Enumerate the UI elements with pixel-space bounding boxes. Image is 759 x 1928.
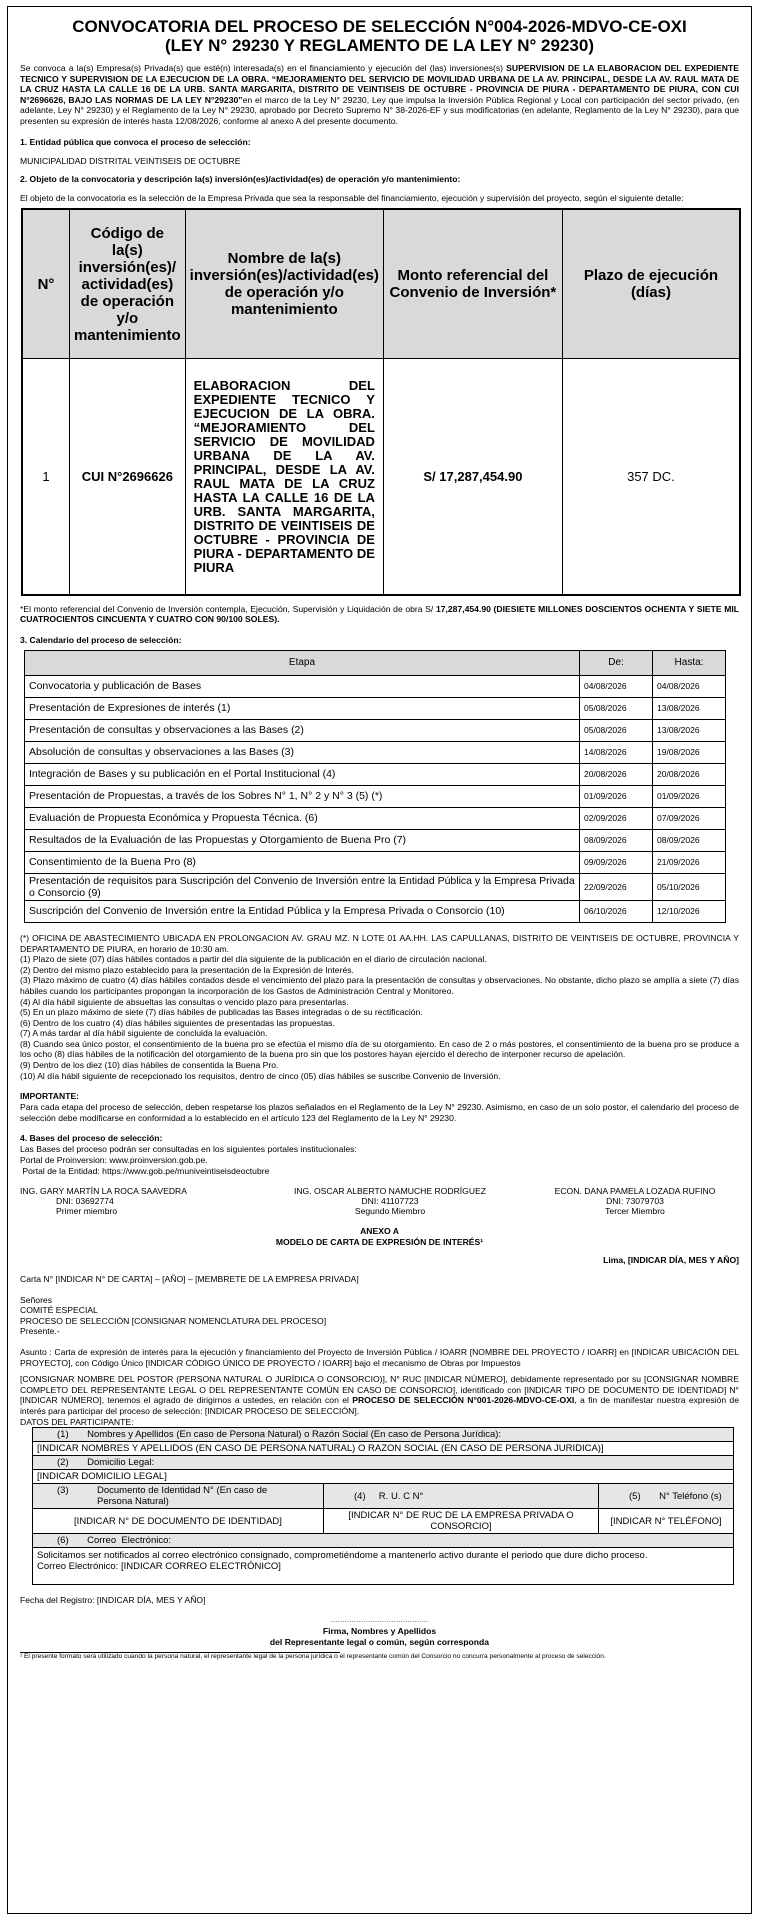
- calendar-note: (6) Dentro de los cuatro (4) días hábiles siguientes de presentadas las propuestas.: [20, 1017, 335, 1028]
- letter-body-text-2: , a fin de manifestar nuestra expresión de interés para participar del proceso de selección: [INDICAR PROCESO DE SELECCIÓN].: [20, 1395, 739, 1416]
- important-text: Para cada etapa del proceso de selección, deben respetarse los plazos señalados en el Reglamento de la Ley N° 29230. Asimismo, en caso de un solo postor, el calendario del proceso de selección debe modificarse en conformidad a lo establecido en el artículo 123 del Reglamento de la Ley N° 29230.: [20, 1102, 739, 1123]
- calendar-to: 20/08/2026: [653, 763, 726, 785]
- signature-line: ……………………………………: [330, 1616, 429, 1624]
- field-2-value: [INDICAR DOMICILIO LEGAL]: [33, 1470, 734, 1484]
- calendar-stage: Presentación de requisitos para Suscripción del Convenio de Inversión entre la Entidad Pública y la Empresa Privada o Consorcio (9): [25, 873, 580, 900]
- addressee-line: Señores: [20, 1294, 53, 1305]
- field-6-email: Correo Electrónico: [INDICAR CORREO ELECTRÓNICO]: [37, 1561, 281, 1573]
- field-6-label: (6) Correo Electrónico:: [33, 1534, 734, 1548]
- signature-label-1: Firma, Nombres y Apellidos: [322, 1626, 437, 1637]
- field-1-value: [INDICAR NOMBRES Y APELLIDOS (EN CASO DE PERSONA NATURAL) O RAZON SOCIAL (EN CASO DE PERSONA JURIDICA)]: [33, 1442, 734, 1456]
- title-line-2: (LEY N° 29230 Y REGLAMENTO DE LA LEY N° 29230): [165, 36, 594, 55]
- calendar-stage: Absolución de consultas y observaciones a las Bases (3): [25, 741, 580, 763]
- signature-label-2: del Representante legal o común, según corresponda: [269, 1636, 490, 1647]
- calendar-note: (8) Cuando sea único postor, el consentimiento de la buena pro se efectúa el mismo día de su otorgamiento. En caso de 2 o más postores, el consentimiento de la buena pro se produce a los ocho (8) días hábiles de la notificación del otorgamiento de la buena pro sin que los postores hayan ejercido el derecho de interponer recurso de apelación.: [20, 1038, 739, 1060]
- calendar-row: [25, 900, 726, 922]
- calendar-to: 07/09/2026: [653, 807, 726, 829]
- th-name: Nombre de la(s) inversión(es)/actividad(es) de operación y/o mantenimiento: [185, 209, 383, 359]
- signatory-dni: DNI: 41107723: [361, 1196, 419, 1207]
- field-5-label: (5) N° Teléfono (s): [599, 1484, 734, 1509]
- field-6-cell: [33, 1548, 734, 1585]
- calendar-to: 19/08/2026: [653, 741, 726, 763]
- signatory-1: [20, 1186, 245, 1216]
- letter-body: [20, 1374, 739, 1416]
- calendar-stage: Evaluación de Propuesta Económica y Propuesta Técnica. (6): [25, 807, 580, 829]
- signatory-2: [245, 1186, 535, 1216]
- field-6-consent: Solicitamos ser notificados al correo electrónico consignado, comprometiéndome a mantenerlo activo durante el periodo que dure dicho proceso.: [37, 1550, 648, 1562]
- cell-name: ELABORACION DEL EXPEDIENTE TECNICO Y EJECUCION DE LA OBRA. “MEJORAMIENTO DEL SERVICIO DE MOVILIDAD URBANA DE LA AV. PRINCIPAL, DESDE LA AV. RAUL MATA DE LA CRUZ HASTA LA CALLE 16 DE LA URB. SANTA MARGARITA, DISTRITO DE VEINTISEIS DE OCTUBRE - PROVINCIA DE PIURA - DEPARTAMENTO DE PIURA: [185, 359, 383, 595]
- calendar-row: [25, 741, 726, 763]
- amount-note-text: *El monto referencial del Convenio de Inversión contempla, Ejecución, Supervisión y Liquidación de obra S/: [20, 603, 436, 614]
- place-date: Lima, [INDICAR DÍA, MES Y AÑO]: [603, 1255, 739, 1266]
- signatory-role: Primer miembro: [56, 1206, 118, 1217]
- section-4-heading: 4. Bases del proceso de selección:: [20, 1133, 163, 1144]
- letter-number: Carta N° [INDICAR N° DE CARTA] – [AÑO] – [MEMBRETE DE LA EMPRESA PRIVADA]: [20, 1274, 359, 1284]
- field-2-label: (2) Domicilio Legal:: [33, 1456, 734, 1470]
- signatory-name: ECON. DANA PAMELA LOZADA RUFINO: [554, 1186, 716, 1197]
- calendar-body: [25, 675, 726, 922]
- calendar-from: 02/09/2026: [580, 807, 653, 829]
- addressee-line: PROCESO DE SELECCIÓN [CONSIGNAR NOMENCLATURA DEL PROCESO]: [20, 1315, 327, 1326]
- section-4-line: Las Bases del proceso podrán ser consultadas en los siguientes portales institucionales:: [20, 1144, 357, 1155]
- investment-table: [21, 208, 741, 596]
- letter-body-bold: PROCESO DE SELECCIÓN N°001-2026-MDVO-CE-OXI: [352, 1395, 575, 1406]
- annex-subtitle: MODELO DE CARTA DE EXPRESIÓN DE INTERÉS¹: [275, 1236, 484, 1247]
- calendar-from: 05/08/2026: [580, 719, 653, 741]
- amount-note-bold: 17,287,454.90 (DIESIETE MILLONES DOSCIENTOS OCHENTA Y SIETE MIL CUATROCIENTOS CINCUENTA Y CUATRO CON 90/100 SOLES).: [20, 603, 739, 625]
- calendar-table: [24, 650, 726, 923]
- participant-data-table: [32, 1427, 734, 1585]
- calendar-from: 14/08/2026: [580, 741, 653, 763]
- intro-text-2: en el marco de la Ley N° 29230, Ley que impulsa la Inversión Pública Regional y Local con participación del sector privado, (en adelante, Ley N° 29230) y el Reglamento de la Ley N° 29230, aprobado por Decreto Supremo N° 38-2026-EF y sus modificatorias (en adelante, Reglamento de la Ley N° 29230), para que presenten su expresión de interés hasta 12/08/2026, conforme al anexo A del presente documento.: [20, 94, 739, 126]
- calendar-stage: Suscripción del Convenio de Inversión entre la Entidad Pública y la Empresa Privada o Consorcio (10): [25, 900, 580, 922]
- field-1-label: (1) Nombres y Apellidos (En caso de Persona Natural) o Razón Social (En caso de Persona Jurídica):: [33, 1428, 734, 1442]
- section-4-line: Portal de la Entidad: https://www.gob.pe/muniveintiseisdeoctubre: [20, 1165, 270, 1176]
- th-code: Código de la(s) inversión(es)/ actividad(es) de operación y/o mantenimiento: [70, 209, 186, 359]
- calendar-stage: Resultados de la Evaluación de las Propuestas y Otorgamiento de Buena Pro (7): [25, 829, 580, 851]
- calendar-row: [25, 719, 726, 741]
- signatory-dni: DNI: 73079703: [606, 1196, 664, 1207]
- th-number: N°: [22, 209, 70, 359]
- signatories: [20, 1186, 739, 1216]
- calendar-row: [25, 829, 726, 851]
- calendar-stage: Integración de Bases y su publicación en el Portal Institucional (4): [25, 763, 580, 785]
- calendar-to: 21/09/2026: [653, 851, 726, 873]
- calendar-stage: Consentimiento de la Buena Pro (8): [25, 851, 580, 873]
- calendar-from: 06/10/2026: [580, 900, 653, 922]
- addressee-line: Presente.-: [20, 1326, 60, 1337]
- calendar-note: (4) Al día hábil siguiente de absueltas las consultas o vencido plazo para presentarlas.: [20, 996, 349, 1007]
- field-4-label: (4) R. U. C N°: [324, 1484, 599, 1509]
- addressee-line: COMITÉ ESPECIAL: [20, 1305, 98, 1316]
- table-row: [22, 359, 740, 595]
- calendar-to: 12/10/2026: [653, 900, 726, 922]
- calendar-row: [25, 763, 726, 785]
- signatory-3: [535, 1186, 735, 1216]
- calendar-to: 05/10/2026: [653, 873, 726, 900]
- document-title: [20, 17, 739, 55]
- section-3-heading: 3. Calendario del proceso de selección:: [20, 634, 182, 645]
- calendar-from: 09/09/2026: [580, 851, 653, 873]
- cell-amount: S/ 17,287,454.90: [383, 359, 562, 595]
- calendar-stage: Presentación de Propuestas, a través de los Sobres N° 1, N° 2 y N° 3 (5) (*): [25, 785, 580, 807]
- calendar-from: 04/08/2026: [580, 675, 653, 697]
- footnote: ¹ El presente formato será utilizado cuando la persona natural, el representante legal de la persona jurídica o el representante común del Consorcio no concurra personalmente al proceso de selección.: [20, 1652, 606, 1660]
- important-heading: IMPORTANTE:: [20, 1091, 80, 1102]
- calendar-to: 13/08/2026: [653, 719, 726, 741]
- signatory-name: ING. OSCAR ALBERTO NAMUCHE RODRÍGUEZ: [293, 1186, 487, 1197]
- data-heading: DATOS DEL PARTICIPANTE:: [20, 1416, 134, 1427]
- calendar-from: 05/08/2026: [580, 697, 653, 719]
- calendar-row: [25, 873, 726, 900]
- calendar-note: (1) Plazo de siete (07) días hábiles contados a partir del día siguiente de la publicación en el diario de circulación nacional.: [20, 954, 487, 965]
- calendar-row: [25, 675, 726, 697]
- calendar-from: 08/09/2026: [580, 829, 653, 851]
- th-amount: Monto referencial del Convenio de Inversión*: [383, 209, 562, 359]
- th-term: Plazo de ejecución (días): [562, 209, 740, 359]
- calendar-to: 13/08/2026: [653, 697, 726, 719]
- calendar-row: [25, 697, 726, 719]
- calendar-to: 04/08/2026: [653, 675, 726, 697]
- section-1-heading: 1. Entidad pública que convoca el proceso de selección:: [20, 136, 251, 147]
- calendar-note: (3) Plazo máximo de cuatro (4) días hábiles contados desde el vencimiento del plazo para la presentación de consultas y observaciones. No obstante, dicho plazo se amplía a siete (7) días hábiles cuando los participantes propongan la incorporación de los Gastos de Administración Central y Monitoreo.: [20, 975, 739, 996]
- field-3-value: [INDICAR N° DE DOCUMENTO DE IDENTIDAD]: [33, 1509, 324, 1534]
- registration-date: Fecha del Registro: [INDICAR DÍA, MES Y AÑO]: [20, 1595, 206, 1606]
- cell-number: 1: [22, 359, 70, 595]
- field-4-value: [INDICAR N° DE RUC DE LA EMPRESA PRIVADA O CONSORCIO]: [324, 1509, 599, 1534]
- calendar-stage: Convocatoria y publicación de Bases: [25, 675, 580, 697]
- calendar-note: (*) OFICINA DE ABASTECIMIENTO UBICADA EN PROLONGACION AV. GRAU MZ. N LOTE 01 AA.HH. LAS CAPULLANAS, DISTRITO DE VEINTISEIS DE OCTUBRE, PROVINCIA Y DEPARTAMENTO DE PIURA, en horario de 10:30 am.: [20, 932, 739, 954]
- calendar-note: (9) Dentro de los diez (10) días hábiles de consentida la Buena Pro.: [20, 1060, 279, 1071]
- document-page: [7, 6, 752, 1914]
- calendar-row: [25, 807, 726, 829]
- calendar-note: (5) En un plazo máximo de siete (7) días hábiles de publicadas las Bases integradas o de su rectificación.: [20, 1007, 423, 1018]
- intro-bold: SUPERVISION DE LA ELABORACION DEL EXPEDIENTE TECNICO Y SUPERVISION DE LA EJECUCION DE LA OBRA. “MEJORAMIENTO DEL SERVICIO DE MOVILIDAD URBANA DE LA AV. PRINCIPAL, DESDE LA AV. RAUL MATA DE LA CRUZ HASTA LA CALLE 16 DE LA URB. SANTA MARGARITA, DISTRITO DE VEINTISEIS DE OCTUBRE - PROVINCIA DE PIURA - DEPARTAMENTO DE PIURA, CON CUI N°2696626, BAJO LAS NORMAS DE LA LEY N°29230”: [20, 63, 739, 105]
- title-line-1: CONVOCATORIA DEL PROCESO DE SELECCIÓN N°004-2026-MDVO-CE-OXI: [72, 17, 687, 36]
- calendar-stage: Presentación de Expresiones de interés (1): [25, 697, 580, 719]
- signatory-role: Tercer Miembro: [605, 1206, 665, 1217]
- signatory-name: ING. GARY MARTÍN LA ROCA SAAVEDRA: [20, 1186, 187, 1197]
- signatory-role: Segundo Miembro: [354, 1206, 426, 1217]
- field-3-number: (3): [57, 1485, 69, 1497]
- calendar-from: 20/08/2026: [580, 763, 653, 785]
- field-5-value: [INDICAR N° TELÉFONO]: [599, 1509, 734, 1534]
- calendar-from: 22/09/2026: [580, 873, 653, 900]
- calendar-to: 01/09/2026: [653, 785, 726, 807]
- field-3-label: Documento de Identidad N° (En caso de Persona Natural): [97, 1485, 268, 1508]
- amount-note: [20, 604, 739, 625]
- section-1-value: MUNICIPALIDAD DISTRITAL VEINTISEIS DE OCTUBRE: [20, 155, 241, 166]
- calendar-row: [25, 851, 726, 873]
- intro-text-1: Se convoca a la(s) Empresa(s) Privada(s) que esté(n) interesada(s) en el financiamiento y ejecución del (las) inversiones(s): [20, 63, 507, 73]
- intro-paragraph: [20, 63, 739, 127]
- section-2-text: El objeto de la convocatoria es la selección de la Empresa Privada que sea la responsable del financiamiento, ejecución y supervisión del proyecto, según el siguiente detalle:: [20, 193, 684, 204]
- th-from: De:: [580, 650, 653, 675]
- annex-title: ANEXO A: [360, 1226, 399, 1237]
- th-to: Hasta:: [653, 650, 726, 675]
- th-stage: Etapa: [25, 650, 580, 675]
- calendar-from: 01/09/2026: [580, 785, 653, 807]
- section-4-line: Portal de Proinversion: www.proinversion.gob.pe.: [20, 1155, 208, 1166]
- section-2-heading: 2. Objeto de la convocatoria y descripción la(s) inversión(es)/actividad(es) de operación y/o mantenimiento:: [20, 174, 461, 185]
- letter-subject: Asunto : Carta de expresión de interés para la ejecución y financiamiento del Proyecto de Inversión Pública / IOARR [NOMBRE DEL PROYECTO / IOARR] en [INDICAR UBICACIÓN DEL PROYECTO], con Código Único [INDICAR CÓDIGO ÚNICO DE PROYECTO / IOARR] bajo el mecanismo de Obras por Impuestos: [20, 1346, 739, 1368]
- signatory-dni: DNI: 03692774: [56, 1196, 114, 1207]
- calendar-row: [25, 785, 726, 807]
- letter-body-text: [CONSIGNAR NOMBRE DEL POSTOR (PERSONA NATURAL O JURÍDICA O CONSORCIO)], N° RUC [INDICAR NÚMERO], debidamente representado por su [CONSIGNAR NOMBRE COMPLETO DEL REPRESENTANTE LEGAL O DEL REPRESENTANTE COMÚN EN CASO DE CONSORCIO], identificado con [INDICAR TIPO DE DOCUMENTO DE IDENTIDAD] N° [INDICAR NÚMERO], tenemos el agrado de dirigirnos a ustedes, en relación con el: [20, 1374, 739, 1406]
- calendar-note: (10) Al día hábil siguiente de recepcionado los requisitos, dentro de cinco (05) días hábiles se suscribe Convenio de Inversión.: [20, 1070, 501, 1081]
- calendar-notes: [20, 933, 739, 1081]
- calendar-to: 08/09/2026: [653, 829, 726, 851]
- calendar-note: (7) A más tardar al día hábil siguiente de concluida la evaluación.: [20, 1028, 268, 1039]
- cell-term: 357 DC.: [562, 359, 740, 595]
- calendar-stage: Presentación de consultas y observaciones a las Bases (2): [25, 719, 580, 741]
- calendar-note: (2) Dentro del mismo plazo establecido para la presentación de la Expresión de Interés.: [20, 964, 354, 975]
- field-3-label-cell: [33, 1484, 324, 1509]
- cell-code: CUI N°2696626: [70, 359, 186, 595]
